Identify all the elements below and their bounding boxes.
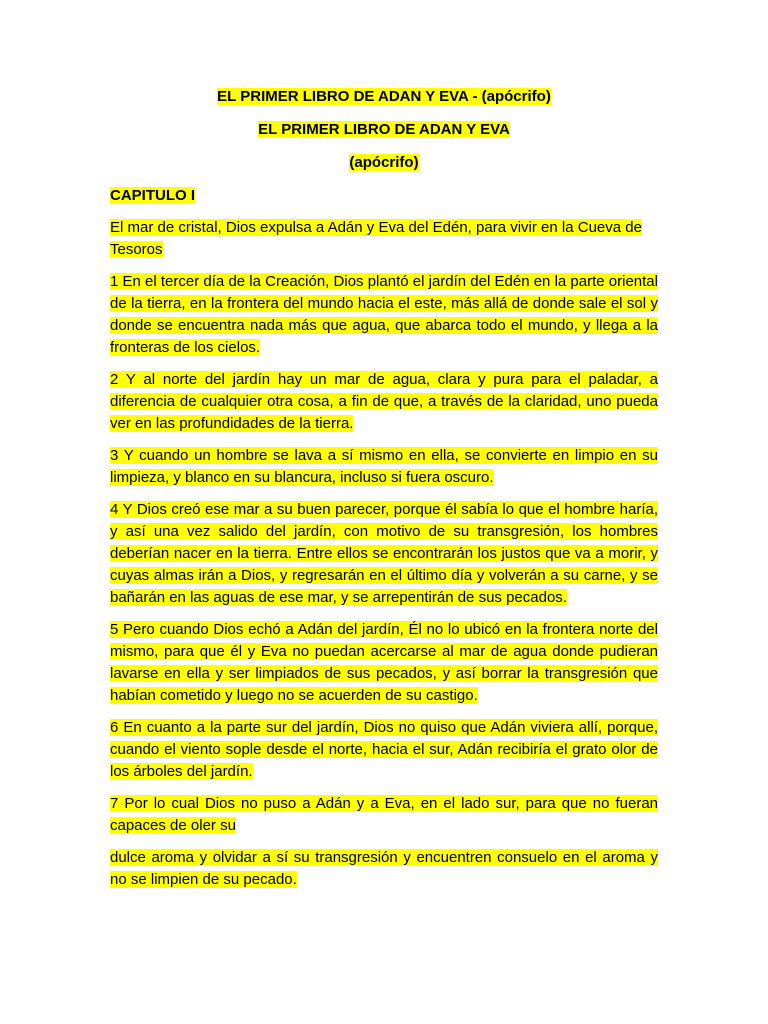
paragraph-4 <box>110 499 658 609</box>
title-line-1-text: EL PRIMER LIBRO DE ADAN Y EVA - (apócrifo) <box>217 88 551 105</box>
chapter-heading <box>110 185 658 207</box>
paragraph-5 <box>110 619 658 707</box>
paragraph-3 <box>110 445 658 489</box>
paragraph-7-text: 7 Por lo cual Dios no puso a Adán y a Eva, en el lado sur, para que no fueran capaces de oler su <box>110 795 658 834</box>
paragraph-8-text: dulce aroma y olvidar a sí su transgresión y encuentren consuelo en el aroma y no se limpien de su pecado. <box>110 849 658 888</box>
title-line-2-text: EL PRIMER LIBRO DE ADAN Y EVA <box>258 121 510 138</box>
paragraph-6 <box>110 717 658 783</box>
chapter-heading-text: CAPITULO I <box>110 187 195 204</box>
title-line-2 <box>110 119 658 141</box>
paragraph-2 <box>110 369 658 435</box>
paragraph-8 <box>110 847 658 891</box>
paragraph-1 <box>110 271 658 359</box>
paragraph-1-text: 1 En el tercer día de la Creación, Dios plantó el jardín del Edén en la parte oriental de la tierra, en la frontera del mundo hacia el este, más allá de donde sale el sol y donde se encuentra nada más que agua, que abarca todo el mundo, y llega a la fronteras de los cielos. <box>110 273 658 356</box>
title-line-3 <box>110 152 658 174</box>
paragraph-7 <box>110 793 658 837</box>
paragraph-2-text: 2 Y al norte del jardín hay un mar de agua, clara y pura para el paladar, a diferencia de cualquier otra cosa, a fin de que, a través de la claridad, uno pueda ver en las profundidades de la tierra. <box>110 371 658 432</box>
title-line-1 <box>110 86 658 108</box>
paragraph-4-text: 4 Y Dios creó ese mar a su buen parecer, porque él sabía lo que el hombre haría, y así una vez salido del jardín, con motivo de su transgresión, los hombres deberían nacer en la tierra. Entre ellos se encontrarán los justos que va a morir, y cuyas almas irán a Dios, y regresarán en el último día y volverán a su carne, y se bañarán en las aguas de ese mar, y se arrepentirán de sus pecados. <box>110 501 658 606</box>
paragraph-3-text: 3 Y cuando un hombre se lava a sí mismo en ella, se convierte en limpio en su limpieza, y blanco en su blancura, incluso si fuera oscuro. <box>110 447 658 486</box>
paragraph-6-text: 6 En cuanto a la parte sur del jardín, Dios no quiso que Adán viviera allí, porque, cuando el viento sople desde el norte, hacia el sur, Adán recibiría el grato olor de los árboles del jardín. <box>110 719 658 780</box>
chapter-subtitle-text: El mar de cristal, Dios expulsa a Adán y Eva del Edén, para vivir en la Cueva de Tesoros <box>110 219 642 258</box>
paragraph-5-text: 5 Pero cuando Dios echó a Adán del jardín, Él no lo ubicó en la frontera norte del mismo, para que él y Eva no puedan acercarse al mar de agua donde pudieran lavarse en ella y ser limpiados de sus pecados, y así borrar la transgresión que habían cometido y luego no se acuerden de su castigo. <box>110 621 658 704</box>
title-line-3-text: (apócrifo) <box>349 154 419 171</box>
chapter-subtitle <box>110 217 658 261</box>
